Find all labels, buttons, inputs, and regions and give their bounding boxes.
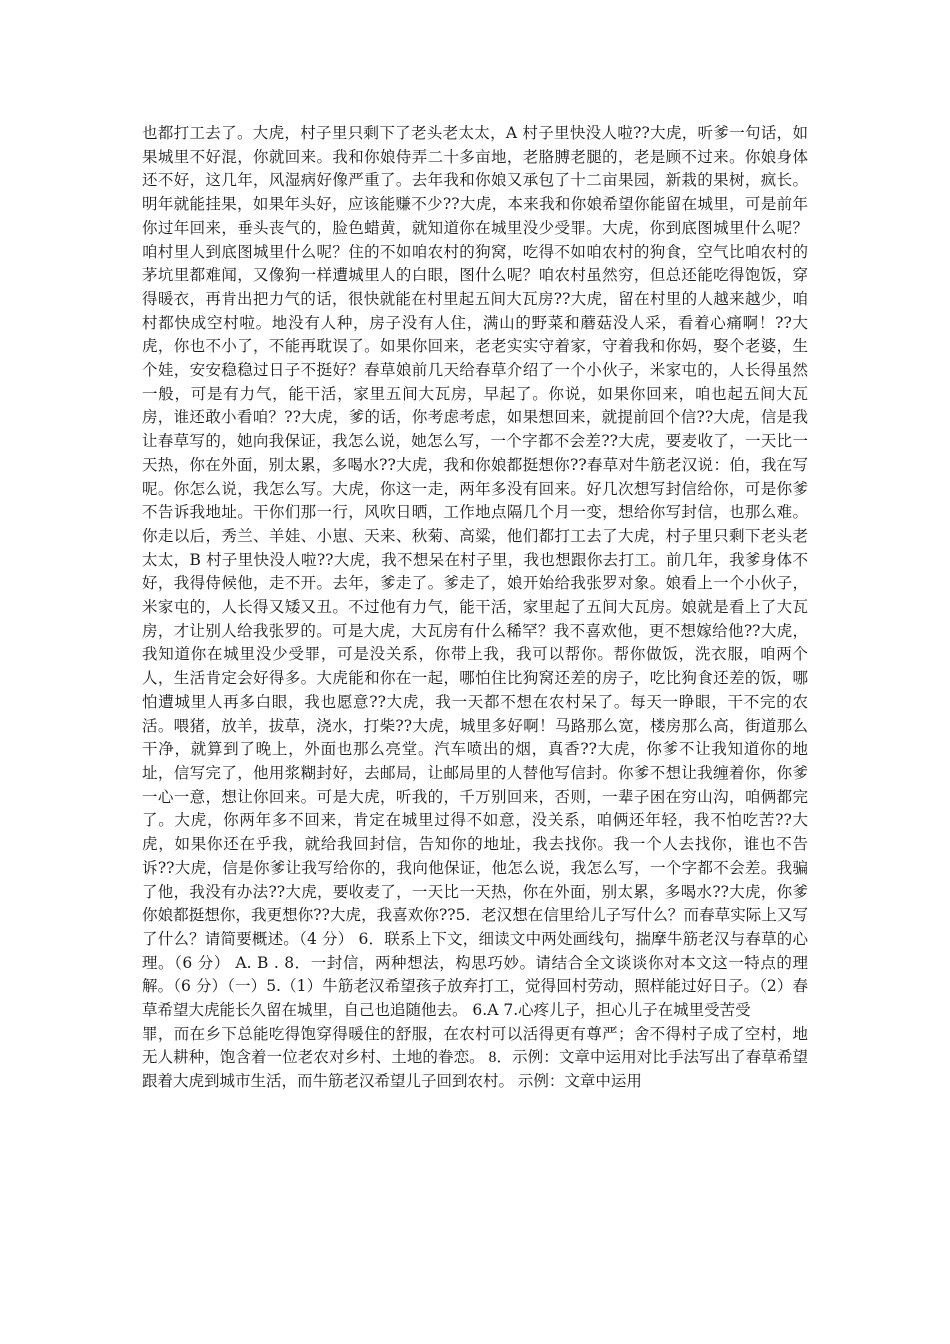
document-body xyxy=(142,122,808,1094)
paragraph-continued: 罪，而在乡下总能吃得饱穿得暖住的舒服，在农村可以活得更有尊严；舍不得村子成了空村，地无人耕种，饱含着一位老农对乡村、土地的眷恋。 8．示例：文章中运用对比手法写出了春草希望跟着大虎到城市生活，而牛筋老汉希望儿子回到农村。 示例：文章中运用 xyxy=(142,1025,808,1091)
paragraph-main: 也都打工去了。大虎，村子里只剩下了老头老太太，A 村子里快没人啦??大虎，听爹一句话，如果城里不好混，你就回来。我和你娘侍弄二十多亩地，老胳膊老腿的，老是顾不过来。你娘身体还不好，这几年，风湿病好像严重了。去年我和你娘又承包了十二亩果园，新栽的果树，疯长。明年就能挂果，如果年头好，应该能赚不少??大虎，本来我和你娘希望你能留在城里，可是前年你过年回来，垂头丧气的，脸色蜡黄，就知道你在城里没少受罪。大虎，你到底图城里什么呢？咱村里人到底图城里什么呢？住的不如咱农村的狗窝，吃得不如咱农村的狗食，空气比咱农村的茅坑里都难闻，又像狗一样遭城里人的白眼，图什么呢？咱农村虽然穷，但总还能吃得饱饭，穿得暖衣，再肯出把力气的话，很快就能在村里起五间大瓦房??大虎，留在村里的人越来越少，咱村都快成空村啦。地没有人种，房子没有人住，满山的野菜和蘑菇没人采，看着心痛啊！??大虎，你也不小了，不能再耽误了。如果你回来，老老实实守着家，守着我和你妈，娶个老婆，生个娃，安安稳稳过日子不挺好？春草娘前几天给春草介绍了一个小伙子，米家屯的，人长得虽然一般，可是有力气，能干活，家里五间大瓦房，早起了。你说，如果你回来，咱也起五间大瓦房，谁还敢小看咱？??大虎，爹的话，你考虑考虑，如果想回来，就提前回个信??大虎，信是我让春草写的，她向我保证，我怎么说，她怎么写，一个字都不会差??大虎，要麦收了，一天比一天热，你在外面，别太累，多喝水??大虎，我和你娘都挺想你??春草对牛筋老汉说：伯，我在写呢。你怎么说，我怎么写。大虎，你这一走，两年多没有回来。好几次想写封信给你，可是你爹不告诉我地址。干你们那一行，风吹日晒，工作地点隔几个月一变，想给你写封信，也那么难。你走以后，秀兰、羊娃、小崽、天来、秋菊、高粱，他们都打工去了大虎，村子里只剩下老头老太太，B 村子里快没人啦??大虎，我不想呆在村子里，我也想跟你去打工。前几年，我爹身体不好，我得侍候他，走不开。去年，爹走了。爹走了，娘开始给我张罗对象。娘看上一个小伙子，米家屯的，人长得又矮又丑。不过他有力气，能干活，家里起了五间大瓦房。娘就是看上了大瓦房，才让别人给我张罗的。可是大虎，大瓦房有什么稀罕？我不喜欢他，更不想嫁给他??大虎，我知道你在城里没少受罪，可是没关系，你带上我，我可以帮你。帮你做饭，洗衣服，咱两个人，生活肯定会好得多。大虎能和你在一起，哪怕住比狗窝还差的房子，吃比狗食还差的饭，哪怕遭城里人再多白眼，我也愿意??大虎，我一天都不想在农村呆了。每天一睁眼，干不完的农活。喂猪，放羊，拔草，浇水，打柴??大虎，城里多好啊！马路那么宽，楼房那么高，街道那么干净，就算到了晚上，外面也那么亮堂。汽车喷出的烟，真香??大虎，你爹不让我知道你的地址，信写完了，他用浆糊封好，去邮局，让邮局里的人替他写信封。你爹不想让我缠着你，你爹一心一意，想让你回来。可是大虎，听我的，千万别回来，否则，一辈子困在穷山沟，咱俩都完了。大虎，你两年多不回来，肯定在城里过得不如意，没关系，咱俩还年轻，我不怕吃苦??大虎，如果你还在乎我，就给我回封信，告知你的地址，我去找你。我一个人去找你，谁也不告诉??大虎，信是你爹让我写给你的，我向他保证，他怎么说，我怎么写，一个字都不会差。我骗了他，我没有办法??大虎，要收麦了，一天比一天热，你在外面，别太累，多喝水??大虎，你爹你娘都挺想你，我更想你??大虎，我喜欢你??5．老汉想在信里给儿子写什么？而春草实际上又写了什么？请简要概述。（4 分） 6．联系上下文，细读文中两处画线句，揣摩牛筋老汉与春草的心理。（6 分） A. B . 8．一封信，两种想法，构思巧妙。请结合全文谈谈你对本文这一特点的理解。（6 分）（一）5.（1）牛筋老汉希望孩子放弃打工，觉得回村劳动，照样能过好日子。（2）春草希望大虎能长久留在城里，自己也追随他去。 6.A 7.心疼儿子，担心儿子在城里受苦受 xyxy=(142,124,808,1020)
